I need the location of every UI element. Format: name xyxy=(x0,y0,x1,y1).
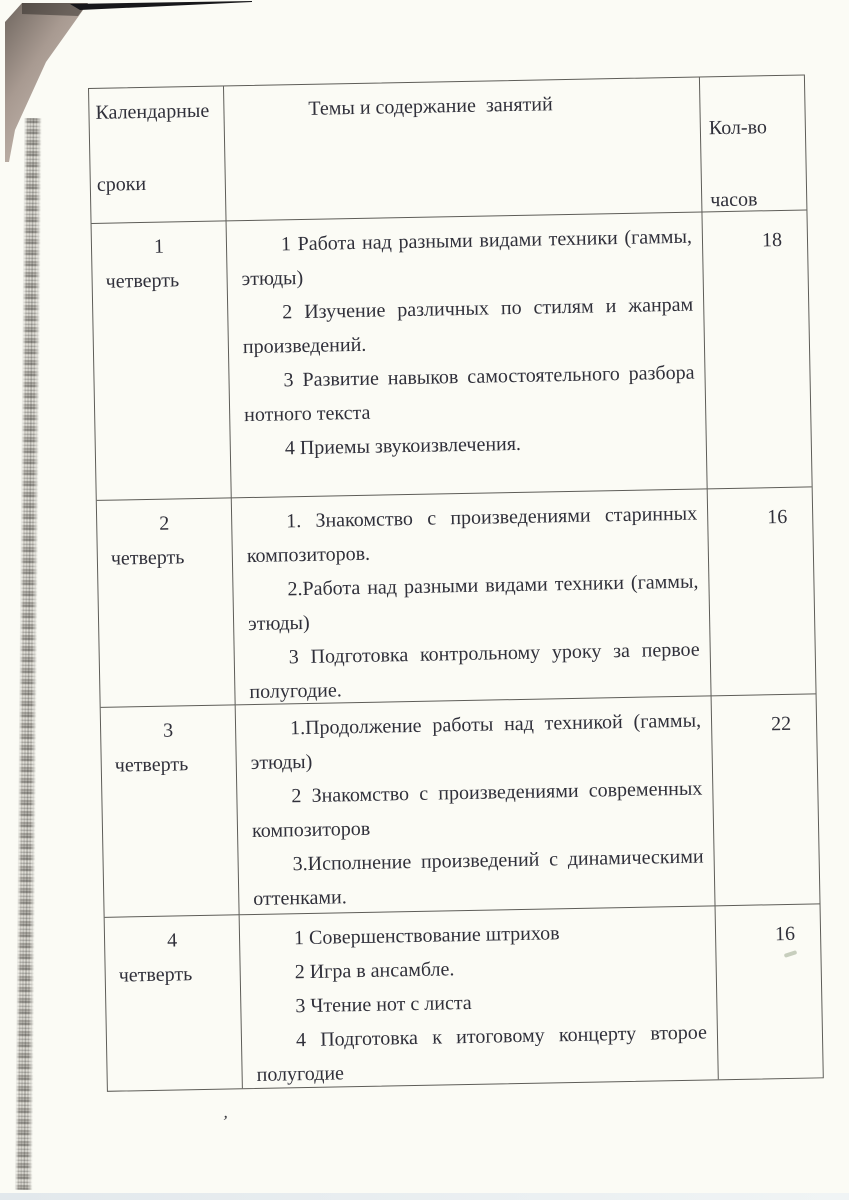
scan-bottom-edge xyxy=(0,1193,849,1200)
period-label: четверть xyxy=(118,963,193,987)
period-number: 1 xyxy=(153,235,165,258)
period-cell-q3 xyxy=(101,705,240,918)
topic-item: 3.Исполнение произведений с динамическими оттенками. xyxy=(253,845,704,911)
header-hours-line1: Кол-во xyxy=(708,116,768,140)
topic-item: 2 Знакомство с произведениями современных композиторов xyxy=(251,777,703,843)
topic-item: 2 Изучение различных по стилям и жанрам произведений. xyxy=(242,293,694,359)
hours-value: 18 xyxy=(761,228,783,252)
period-label: четверть xyxy=(105,269,180,293)
topic-item: 2.Работа над разными видами техники (гаммы, этюды) xyxy=(247,570,699,636)
topic-item: 3 Развитие навыков самостоятельного разбора нотного текста xyxy=(243,361,695,427)
topic-item: 1 Работа над разными видами техники (гаммы, этюды) xyxy=(241,225,693,291)
period-number: 2 xyxy=(159,512,170,535)
topic-item: 1. Знакомство с произведениями старинных композиторов. xyxy=(246,502,698,568)
header-cell-topics: Темы и содержание занятий xyxy=(224,77,702,221)
period-cell-q4 xyxy=(105,915,243,1091)
hours-cell-q2 xyxy=(708,487,816,696)
header-period-line2: сроки xyxy=(96,172,147,196)
topic-item: 4 Приемы звукоизвлечения. xyxy=(284,432,522,460)
page-corner-wedge-shadow xyxy=(22,3,88,16)
header-hours-line2: часов xyxy=(710,188,758,212)
topic-item: 4 Подготовка к итоговому концерту второе полугодие xyxy=(256,1021,708,1086)
topic-item: 2 Игра в ансамбле. xyxy=(294,958,455,984)
header-cell-period xyxy=(89,86,227,224)
topics-cell-q3 xyxy=(236,696,716,915)
topics-cell-q2 xyxy=(232,489,712,705)
period-label: четверть xyxy=(110,546,185,570)
period-number: 3 xyxy=(162,719,174,742)
topic-item: 1 Совершенствование штрихов xyxy=(293,922,560,950)
hours-cell-q3 xyxy=(712,694,820,906)
scan-top-edge-line xyxy=(70,1,252,10)
hours-value: 22 xyxy=(770,712,792,736)
header-cell-hours xyxy=(700,76,807,213)
hours-cell-q1 xyxy=(702,210,811,489)
period-label: четверть xyxy=(114,753,189,777)
topic-item: 3 Подготовка контрольному уроку за первое полугодие. xyxy=(249,638,700,704)
hours-value: 16 xyxy=(774,922,796,946)
hours-value: 16 xyxy=(767,505,788,529)
scan-edge-band xyxy=(15,118,42,1190)
period-cell-q2 xyxy=(97,498,236,708)
topic-item: 3 Чтение нот с листа xyxy=(295,991,472,1018)
page-corner-wedge xyxy=(5,3,88,162)
curriculum-table xyxy=(88,74,824,1091)
topic-item: 1.Продолжение работы над техникой (гаммы, этюды) xyxy=(250,709,702,775)
period-number: 4 xyxy=(166,929,178,952)
header-period-line1: Календарные xyxy=(95,99,210,124)
hours-cell-q4 xyxy=(716,904,823,1079)
stray-apostrophe-mark: ’ xyxy=(220,1111,230,1132)
topics-cell-q4 xyxy=(240,906,719,1088)
period-cell-q1 xyxy=(92,221,232,500)
topics-cell-q1 xyxy=(227,212,708,498)
